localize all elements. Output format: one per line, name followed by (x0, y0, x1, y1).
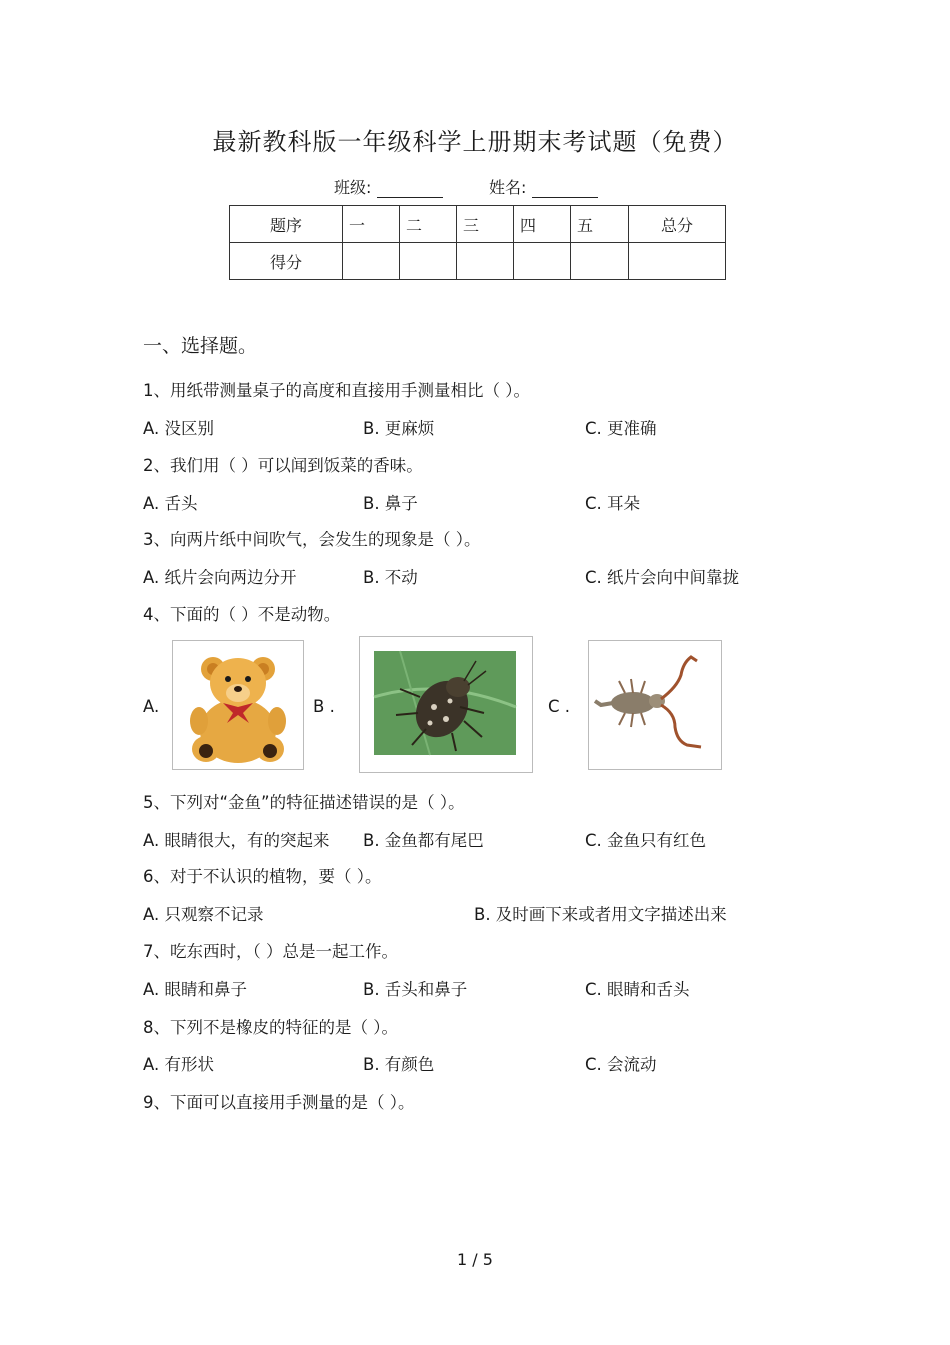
option-c[interactable]: C. 纸片会向中间靠拢 (585, 568, 740, 587)
option-a[interactable]: A. 没区别 (143, 419, 214, 438)
score-cell[interactable] (514, 243, 571, 280)
question-7: 7、吃东西时，（ ）总是一起工作。 (143, 942, 398, 961)
table-cell: 题序 (230, 206, 343, 243)
option-a[interactable]: A. 眼睛和鼻子 (143, 980, 247, 999)
option-a[interactable]: A. 只观察不记录 (143, 905, 264, 924)
table-cell: 二 (400, 206, 457, 243)
table-cell: 四 (514, 206, 571, 243)
option-b[interactable]: B. 不动 (363, 568, 418, 587)
option-a[interactable]: A. 眼睛很大，有的突起来 (143, 831, 330, 850)
section-heading: 一、选择题。 (143, 335, 258, 357)
name-label: 姓名: (489, 178, 527, 197)
option-a[interactable]: A. 有形状 (143, 1055, 214, 1074)
stink-bug-image[interactable] (359, 636, 533, 773)
option-c[interactable]: C. 耳朵 (585, 494, 641, 513)
question-1: 1、用纸带测量桌子的高度和直接用手测量相比（ ）。 (143, 381, 530, 400)
scorpion-icon (589, 641, 721, 769)
score-table-header-row (230, 206, 726, 243)
class-label: 班级: (334, 178, 372, 197)
option-c[interactable]: C. 会流动 (585, 1055, 657, 1074)
scorpion-image[interactable] (588, 640, 722, 770)
class-field (334, 175, 443, 198)
option-c[interactable]: C. 眼睛和舌头 (585, 980, 690, 999)
score-cell[interactable] (457, 243, 514, 280)
score-table (229, 205, 726, 280)
score-cell[interactable] (629, 243, 726, 280)
teddy-bear-image[interactable] (172, 640, 304, 770)
table-cell: 三 (457, 206, 514, 243)
option-c-label[interactable]: C . (548, 697, 571, 716)
question-3: 3、向两片纸中间吹气，会发生的现象是（ ）。 (143, 530, 481, 549)
option-b[interactable]: B. 鼻子 (363, 494, 418, 513)
score-cell[interactable] (571, 243, 629, 280)
class-blank[interactable] (377, 181, 443, 198)
page-number: 1 / 5 (457, 1250, 493, 1269)
table-cell: 五 (571, 206, 629, 243)
table-cell: 得分 (230, 243, 343, 280)
option-b[interactable]: B. 金鱼都有尾巴 (363, 831, 484, 850)
option-b[interactable]: B. 更麻烦 (363, 419, 435, 438)
bug-on-leaf-icon (360, 637, 532, 772)
table-cell: 一 (343, 206, 400, 243)
score-cell[interactable] (400, 243, 457, 280)
question-8: 8、下列不是橡皮的特征的是（ ）。 (143, 1018, 398, 1037)
question-4: 4、下面的（ ）不是动物。 (143, 605, 341, 624)
score-cell[interactable] (343, 243, 400, 280)
question-9: 9、下面可以直接用手测量的是（ ）。 (143, 1093, 415, 1112)
option-b-label[interactable]: B . (313, 697, 335, 716)
table-cell: 总分 (629, 206, 726, 243)
name-blank[interactable] (532, 181, 598, 198)
option-c[interactable]: C. 更准确 (585, 419, 657, 438)
teddy-bear-icon (173, 641, 303, 769)
option-a[interactable]: A. 舌头 (143, 494, 198, 513)
option-a[interactable]: A. 纸片会向两边分开 (143, 568, 297, 587)
question-5: 5、下列对“金鱼”的特征描述错误的是（ ）。 (143, 793, 465, 812)
option-b[interactable]: B. 及时画下来或者用文字描述出来 (474, 905, 727, 924)
question-2: 2、我们用（ ）可以闻到饭菜的香味。 (143, 456, 423, 475)
option-a-label[interactable]: A. (143, 697, 160, 716)
option-b[interactable]: B. 有颜色 (363, 1055, 435, 1074)
option-b[interactable]: B. 舌头和鼻子 (363, 980, 468, 999)
option-c[interactable]: C. 金鱼只有红色 (585, 831, 707, 850)
score-table-score-row (230, 243, 726, 280)
question-6: 6、对于不认识的植物，要（ ）。 (143, 867, 382, 886)
name-field (489, 175, 598, 198)
page-title: 最新教科版一年级科学上册期末考试题（免费） (212, 128, 738, 156)
